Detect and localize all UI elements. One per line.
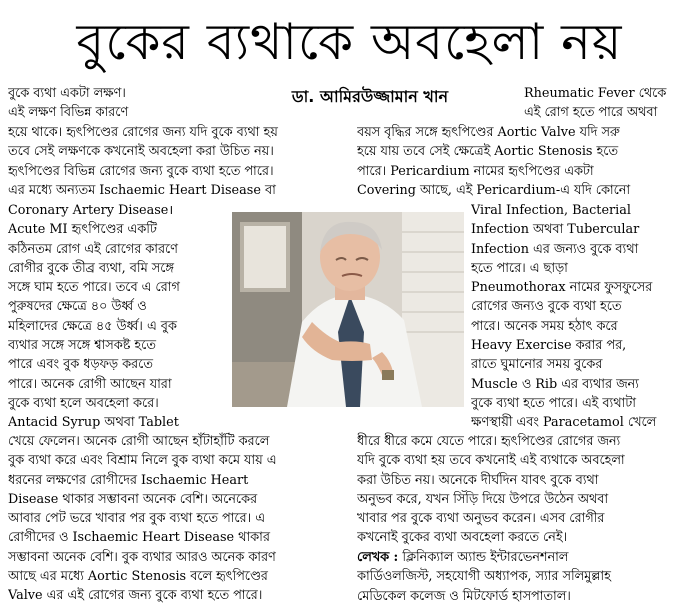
text-line: এই রোগ হতে পারে অথবা [524,105,658,121]
text-line: এর মধ্যে অন্যতম Ischaemic Heart Disease বা [8,182,276,198]
text-line: পারে। Pericardium নামের হৃৎপিণ্ডের একটা [357,163,594,179]
text-line: Rheumatic Fever থেকে [524,86,667,101]
text-line: অনুভব করে, যখন সিঁড়ি দিয়ে উপরে উঠেন অথবা [357,491,609,507]
author-credit [357,548,697,606]
text-line: আছে এর মধ্যে Aortic Stenosis বলে হৃৎপিণ্ডের [8,569,268,585]
text-line: তবে সেই লক্ষণকে কখনোই অবহেলা করা উচিত নয়। [8,144,274,160]
text-line: হতে পারে। এ ছাড়া [471,260,568,276]
text-line: এই লক্ষণ বিভিন্ন কারণে [8,105,129,121]
text-line: খাবার পর বুকে ব্যথা অনুভব করেন। এসব রোগীর [357,511,605,527]
right-column-bottom [357,432,697,548]
text-line: Covering আছে, এই Pericardium-এ যদি কোনো [357,182,631,198]
text-line: রাতে ঘুমানোর সময় বুকের [471,357,603,373]
text-line: ধীরে ধীরে কমে যেতে পারে। হৃৎপিণ্ডের রোগের জন্য [357,434,621,449]
author-line [357,548,697,567]
text-line: মহিলাদের ক্ষেত্রে ৪৫ উর্ধ্ব। এ বুক [8,318,177,334]
text-line: Valve এর এই রোগের জন্য বুকে ব্যথা হতে পারে। [8,588,263,604]
text-line: কখনোই বুকের ব্যথা অবহেলা করতে নেই। [357,530,568,546]
text-line: বয়স বৃদ্ধির সঙ্গে হৃৎপিণ্ডের Aortic Valve যদি সরু [357,125,620,140]
left-column-bottom [8,432,353,606]
text-line: রোগের জন্যও বুকে ব্যথা হতে [471,299,622,315]
author-line: কার্ডিওলজিস্ট, সহযোগী অধ্যাপক, স্যার সলিমুল্লাহ [357,569,611,585]
byline: ডা. আমিরউজ্জামান খান [291,87,449,106]
text-line: রোগীদের ও Ischaemic Heart Disease থাকার [8,530,270,546]
text-line: Muscle ও Rib এর ব্যথার জন্য [471,376,639,392]
right-column-full [357,123,697,200]
left-column-top [8,84,233,123]
left-column-full [8,123,353,200]
text-line: সম্ভাবনা অনেক বেশি। বুক ব্যথার আরও অনেক কারণ [8,549,276,565]
text-line: খেয়ে ফেলেন। অনেক রোগী আছেন হাঁটাহাঁটি করলে [8,434,270,449]
text-line: Disease থাকার সম্ভাবনা অনেক বেশি। অনেকের [8,491,257,507]
chest-pain-illustration [232,212,464,407]
text-line: বুকে ব্যথা হলে অবহেলা করে। [8,395,159,411]
text-line: Viral Infection, Bacterial [471,203,631,218]
text-line: Acute MI হৃৎপিণ্ডের একটি [8,222,157,238]
text-line: রোগীর বুকে তীব্র ব্যথা, বমি সঙ্গে [8,260,174,276]
text-line: বুকে ব্যথা একটা লক্ষণ। [8,86,126,101]
left-column-narrow [8,201,230,433]
text-line: সঙ্গে ঘাম হতে পারে। তবে এ রোগ [8,280,180,296]
author-label: লেখক : [357,550,399,565]
text-line: হয়ে যায় তবে সেই ক্ষেত্রেই Aortic Stenosis হতে [357,144,619,160]
text-line: Heavy Exercise করার পর, [471,338,627,354]
author-line: মেডিকেল কলেজ ও মিটফোর্ড হাসপাতাল। [357,588,571,604]
text-line: কঠিনতম রোগ এই রোগের কারণে [8,241,178,257]
text-line: বুক ব্যথা করে এবং বিশ্রাম নিলে বুক ব্যথা কমে যায় এ [8,453,277,469]
text-line: পারে। অনেক রোগী আছেন যারা [8,376,172,392]
text-line: যদি বুকে ব্যথা হয় তবে কখনোই এই ব্যথাকে অবহেলা [357,453,625,469]
text-line: Infection অথবা Tubercular [471,222,640,238]
chest-pain-photo [232,212,464,407]
text-line: ধরনের লক্ষণের রোগীদের Ischaemic Heart [8,472,249,488]
text-line: করা উচিত নয়। অনেকে দীর্ঘদিন যাবৎ বুকে ব্যথা [357,472,599,488]
text-line: পারে। অনেক সময় হঠাৎ করে [471,318,618,334]
text-line: হৃৎপিণ্ডের বিভিন্ন রোগের জন্য বুকে ব্যথা হতে পারে। [8,163,274,179]
text-line: Antacid Syrup অথবা Tablet [8,415,179,431]
right-column-top [524,84,696,123]
text-line: আবার পেট ভরে খাবার পর বুক ব্যথা হতে পারে। এ [8,511,265,527]
author-role: ক্লিনিক্যাল অ্যান্ড ইন্টারভেনশনাল [402,550,569,565]
text-line: বুকে ব্যথা হতে পারে। এই ব্যথাটা [471,395,636,411]
text-line: Infection এর জন্যও বুকে ব্যথা [471,241,639,257]
text-line: হয়ে থাকে। হৃৎপিণ্ডের রোগের জন্য যদি বুকে ব্যথা হয় [8,125,278,140]
text-line: ব্যথার সঙ্গে সঙ্গে শ্বাসকষ্ট হতে [8,338,156,354]
text-line: ক্ষণস্থায়ী এবং Paracetamol খেলে [471,415,657,431]
text-line: Coronary Artery Disease। [8,203,174,218]
right-column-narrow [471,201,697,433]
text-line: Pneumothorax নামের ফুসফুসের [471,280,653,296]
text-line: পারে এবং বুক ধড়ফড় করতে [8,357,153,373]
headline: বুকের ব্যথাকে অবহেলা নয় [76,13,623,71]
text-line: পুরুষদের ক্ষেত্রে ৪০ উর্ধ্ব ও [8,299,147,315]
